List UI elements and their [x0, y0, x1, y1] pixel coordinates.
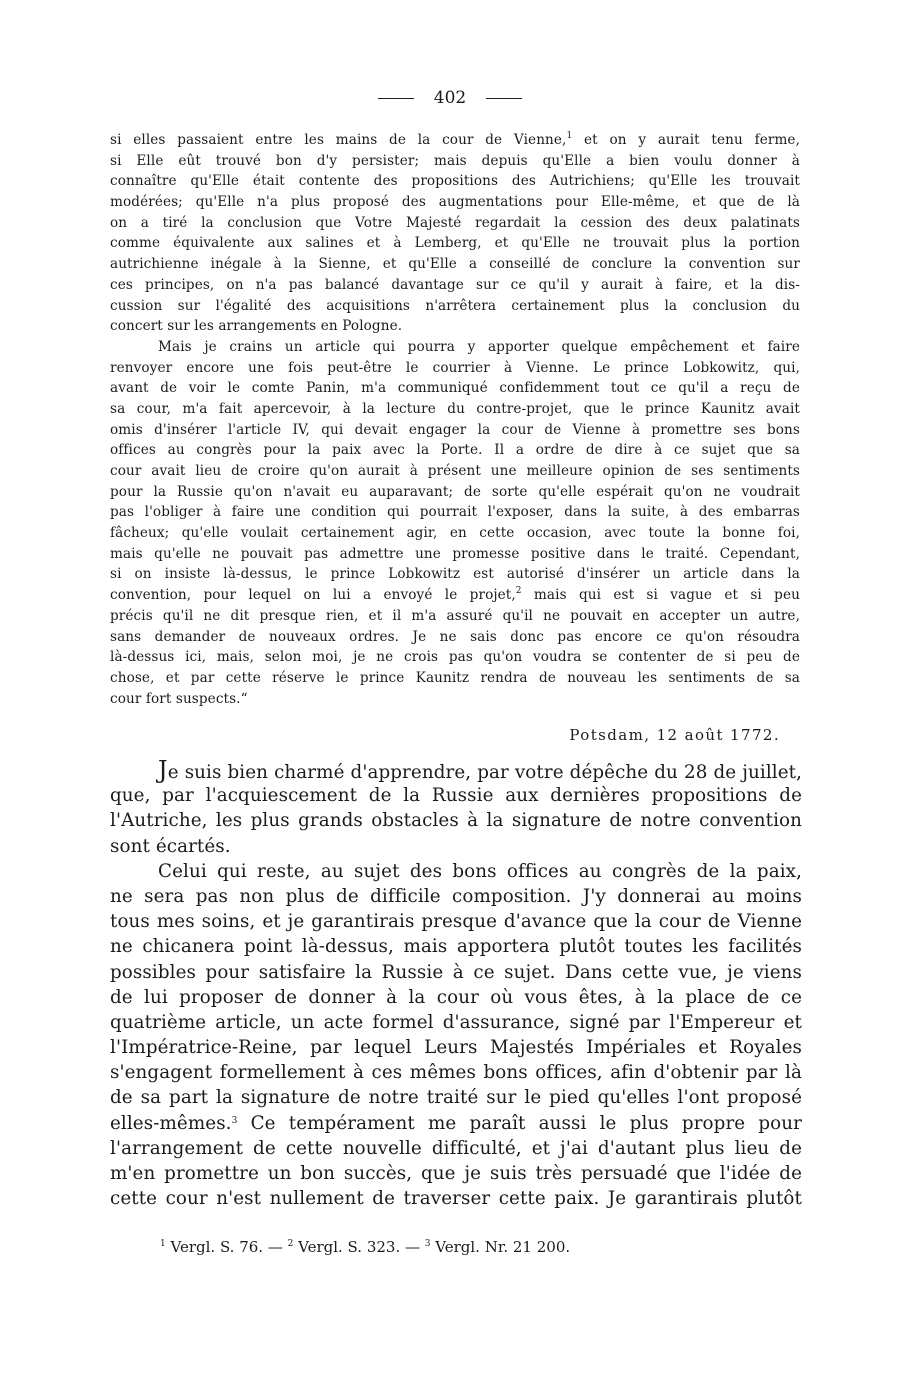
text-line: cour fort suspects.“ [110, 690, 248, 707]
text-line: cette cour n'est nullement de traverser cette paix. Je garantirais plutôt [110, 1188, 802, 1210]
text-line: sans demander de nouveaux ordres. Je ne sais donc pas encore ce qu'on résoudra [110, 628, 800, 645]
letter-text [110, 130, 800, 709]
page-header [0, 88, 900, 112]
text-line: ne sera pas non plus de difficile composition. J'y donnerai au moins [110, 885, 802, 907]
text-line: concert sur les arrangements en Pologne. [110, 318, 403, 335]
text-line: m'en promettre un bon succès, que je suis très persuadé que l'idée de [110, 1163, 802, 1184]
text-line: Mais je crains un article qui pourra y apporter quelque empêchement et faire [158, 338, 800, 355]
text-line: on a tiré la conclusion que Votre Majesté regardait la cession des deux palatinats [110, 214, 800, 231]
footnote-marker: 2 [515, 586, 522, 597]
text-line: avant de voir le comte Panin, m'a communiqué confidemment tout ce qu'il a reçu de [110, 380, 800, 397]
text-line: comme équivalente aux salines et à Lemberg, et qu'Elle ne trouvait plus la portion [110, 235, 800, 252]
text-line: s'engagent formellement à ces mêmes bons offices, afin d'obtenir par là [110, 1062, 802, 1084]
footnotes: $^1$ Vergl. S. 76. — $^2$ Vergl. S. 323. — $^3$ Vergl. Nr. 21 200. [160, 1238, 571, 1256]
footnote-marker: 3 [424, 1239, 431, 1249]
initial-capital: J [158, 756, 168, 784]
text-line: ne chicanera point là-dessus, mais apportera plutôt toutes les facilités [110, 936, 802, 958]
text-line: fâcheux; qu'elle voulait certainement agir, en cette occasion, avec toute la bonne foi, [110, 525, 800, 542]
text-line: là-dessus ici, mais, selon moi, je ne crois pas qu'on voudra se contenter de si peu de [110, 649, 800, 666]
text-line: pas l'obliger à faire une condition qui pourrait l'exposer, dans la suite, à des embarras [110, 504, 800, 521]
text-line: quatrième article, un acte formel d'assurance, signé par l'Empereur et [110, 1011, 802, 1033]
header-right-rule [486, 98, 522, 99]
text-line: si on insiste là-dessus, le prince Lobkowitz est autorisé d'insérer un article dans la [110, 566, 800, 583]
text-line: Je suis bien charmé d'apprendre, par votre dépêche du 28 de juillet, [158, 756, 802, 784]
text-line: omis d'insérer l'article IV, qui devait engager la cour de Vienne à promettre ses bons [110, 421, 800, 438]
text-line: l'Autriche, les plus grands obstacles à la signature de notre convention [110, 810, 802, 832]
text-line: si Elle eût trouvé bon d'y persister; mais depuis qu'Elle a bien voulu donner à [110, 152, 800, 169]
text-line: sont écartés. [110, 835, 231, 857]
footnote-marker: 2 [287, 1239, 294, 1249]
text-line: si elles passaient entre les mains de la cour de Vienne,$^1$ et on y aurait tenu ferme, [110, 131, 800, 148]
text-line: possibles pour satisfaire la Russie à ce sujet. Dans cette vue, je viens [110, 961, 802, 983]
dateline: Potsdam, 12 août 1772. [569, 726, 780, 744]
header-left-rule [378, 98, 414, 99]
text-line: elles-mêmes.$^3$ Ce tempérament me paraît aussi le plus propre pour [110, 1112, 802, 1134]
page-number: 402 [433, 88, 467, 108]
text-line: cussion sur l'égalité des acquisitions n'arrêtera certainement plus la conclusion du [110, 297, 800, 314]
reply-text [110, 758, 802, 1211]
text-line: modérées; qu'Elle n'a plus proposé des augmentations pour Elle-même, et que de là [110, 194, 800, 211]
text-line: que, par l'acquiescement de la Russie aux dernières propositions de [110, 785, 802, 807]
footnote-marker: 1 [566, 131, 573, 141]
text-line: de sa part la signature de notre traité sur le pied qu'elles l'ont proposé [110, 1087, 802, 1109]
text-line: Celui qui reste, au sujet des bons offices au congrès de la paix, [158, 860, 802, 882]
text-line: tous mes soins, et je garantirais presque d'avance que la cour de Vienne [110, 911, 802, 933]
text-line: l'arrangement de cette nouvelle difficulté, et j'ai d'autant plus lieu de [110, 1137, 802, 1159]
text-line: connaître qu'Elle était contente des propositions des Autrichiens; qu'Elle les trouvait [110, 173, 800, 190]
text-line: convention, pour lequel on lui a envoyé le projet,$^2$ mais qui est si vague et si peu [110, 586, 800, 604]
text-line: chose, et par cette réserve le prince Kaunitz rendra de nouveau les sentiments de sa [110, 669, 800, 686]
text-line: cour avait lieu de croire qu'on aurait à présent une meilleure opinion de ses sentiments [110, 463, 800, 479]
text-line: autrichienne inégale à la Sienne, et qu'Elle a conseillé de conclure la convention sur [110, 256, 800, 273]
footnote-marker: 3 [231, 1115, 238, 1126]
text-line: offices au congrès pour la paix avec la Porte. Il a ordre de dire à ce sujet que sa [110, 442, 800, 459]
text-line: renvoyer encore une fois peut-être le courrier à Vienne. Le prince Lobkowitz, qui, [110, 359, 800, 376]
text-line: ces principes, on n'a pas balancé davantage sur ce qu'il y aurait à faire, et la dis- [110, 276, 800, 293]
footnote-marker: 1 [160, 1239, 166, 1249]
text-line: pour la Russie qu'on n'avait eu auparavant; de sorte qu'elle espérait qu'on ne voudrait [110, 483, 800, 500]
text-line: de lui proposer de donner à la cour où vous êtes, à la place de ce [110, 986, 802, 1008]
text-line: mais qu'elle ne pouvait pas admettre une promesse positive dans le traité. Cependant, [110, 545, 800, 562]
text-line: précis qu'il ne dit presque rien, et il m'a assuré qu'il ne pouvait en accepter un autre, [110, 607, 800, 624]
text-line: sa cour, m'a fait apercevoir, à la lecture du contre-projet, que le prince Kaunitz avait [110, 400, 800, 417]
text-line: l'Impératrice-Reine, par lequel Leurs Majestés Impériales et Royales [110, 1037, 802, 1059]
